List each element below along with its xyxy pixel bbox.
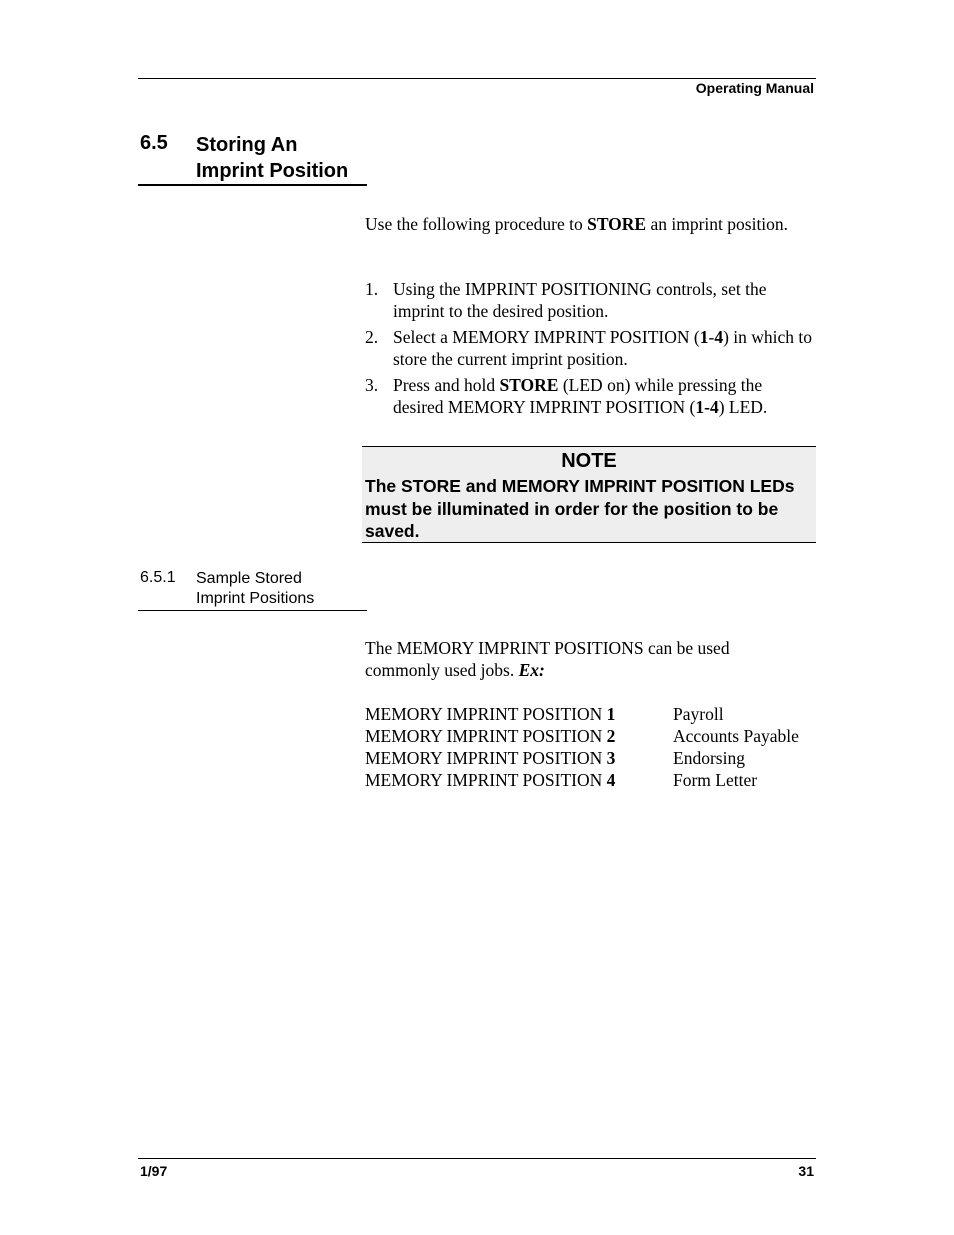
footer-rule bbox=[138, 1158, 816, 1159]
header-title: Operating Manual bbox=[695, 80, 814, 96]
intro-bold: STORE bbox=[587, 214, 647, 234]
note-title: NOTE bbox=[561, 450, 617, 472]
sample-text: The MEMORY IMPRINT POSITIONS can be used commonly used jobs. bbox=[365, 638, 730, 680]
note-body: The STORE and MEMORY IMPRINT POSITION LEDs must be illuminated in order for the position to be saved. bbox=[365, 476, 795, 541]
position-value: Form Letter bbox=[673, 770, 758, 790]
subsection-title bbox=[196, 569, 314, 609]
section-rule bbox=[138, 184, 367, 186]
intro-suffix: an imprint position. bbox=[646, 214, 789, 234]
intro-prefix: Use the following procedure to bbox=[365, 214, 588, 234]
subsection-title-line1: Sample Stored bbox=[196, 570, 302, 587]
section-title bbox=[196, 132, 348, 184]
step-text-post: ) LED. bbox=[718, 397, 768, 417]
step-number: 3. bbox=[365, 375, 379, 395]
section-number: 6.5 bbox=[140, 132, 168, 154]
header-rule bbox=[138, 78, 816, 79]
position-row bbox=[365, 747, 815, 769]
position-label: MEMORY IMPRINT POSITION 2 bbox=[365, 726, 616, 746]
step-item bbox=[365, 278, 815, 322]
position-label: MEMORY IMPRINT POSITION 3 bbox=[365, 748, 616, 768]
step-number: 2. bbox=[365, 327, 379, 347]
positions-table bbox=[365, 703, 815, 791]
page-number: 31 bbox=[798, 1163, 814, 1179]
footer-date: 1/97 bbox=[140, 1163, 168, 1179]
subsection-number: 6.5.1 bbox=[140, 569, 176, 586]
step-text: Using the IMPRINT POSITIONING controls, set the imprint to the desired position. bbox=[393, 279, 767, 321]
step-text-mid: (LED on) while pressing the desired MEMORY IMPRINT POSITION ( bbox=[393, 375, 763, 417]
sample-paragraph bbox=[365, 637, 805, 681]
position-label: MEMORY IMPRINT POSITION 1 bbox=[365, 704, 616, 724]
position-number: 4 bbox=[606, 770, 616, 790]
procedure-steps bbox=[365, 278, 815, 422]
step-text-bold: 1 bbox=[699, 327, 709, 347]
step-text-bold: STORE bbox=[499, 375, 559, 395]
intro-paragraph bbox=[365, 213, 805, 235]
section-title-line2: Imprint Position bbox=[196, 160, 349, 182]
step-item bbox=[365, 374, 815, 418]
section-title-line1: Storing An bbox=[196, 134, 298, 156]
step-number: 1. bbox=[365, 279, 379, 299]
step-text-mid: - bbox=[708, 327, 715, 347]
position-number: 3 bbox=[606, 748, 616, 768]
subsection-rule bbox=[138, 610, 367, 611]
subsection-title-line2: Imprint Positions bbox=[196, 590, 315, 607]
position-row bbox=[365, 725, 815, 747]
position-value: Accounts Payable bbox=[673, 726, 799, 746]
position-value: Payroll bbox=[673, 704, 724, 724]
step-text-bold: 4 bbox=[714, 327, 724, 347]
position-number: 2 bbox=[606, 726, 616, 746]
note-box bbox=[362, 446, 816, 543]
position-label: MEMORY IMPRINT POSITION 4 bbox=[365, 770, 616, 790]
position-row bbox=[365, 769, 815, 791]
step-item bbox=[365, 326, 815, 370]
position-row bbox=[365, 703, 815, 725]
step-text-pre: Press and hold bbox=[393, 375, 500, 395]
step-text-pre: Select a MEMORY IMPRINT POSITION ( bbox=[393, 327, 700, 347]
step-text-bold: 1-4 bbox=[695, 397, 719, 417]
example-label: Ex: bbox=[518, 660, 545, 680]
position-number: 1 bbox=[606, 704, 616, 724]
step-text-post: ) in which to store the current imprint position. bbox=[393, 327, 813, 369]
position-value: Endorsing bbox=[673, 748, 745, 768]
